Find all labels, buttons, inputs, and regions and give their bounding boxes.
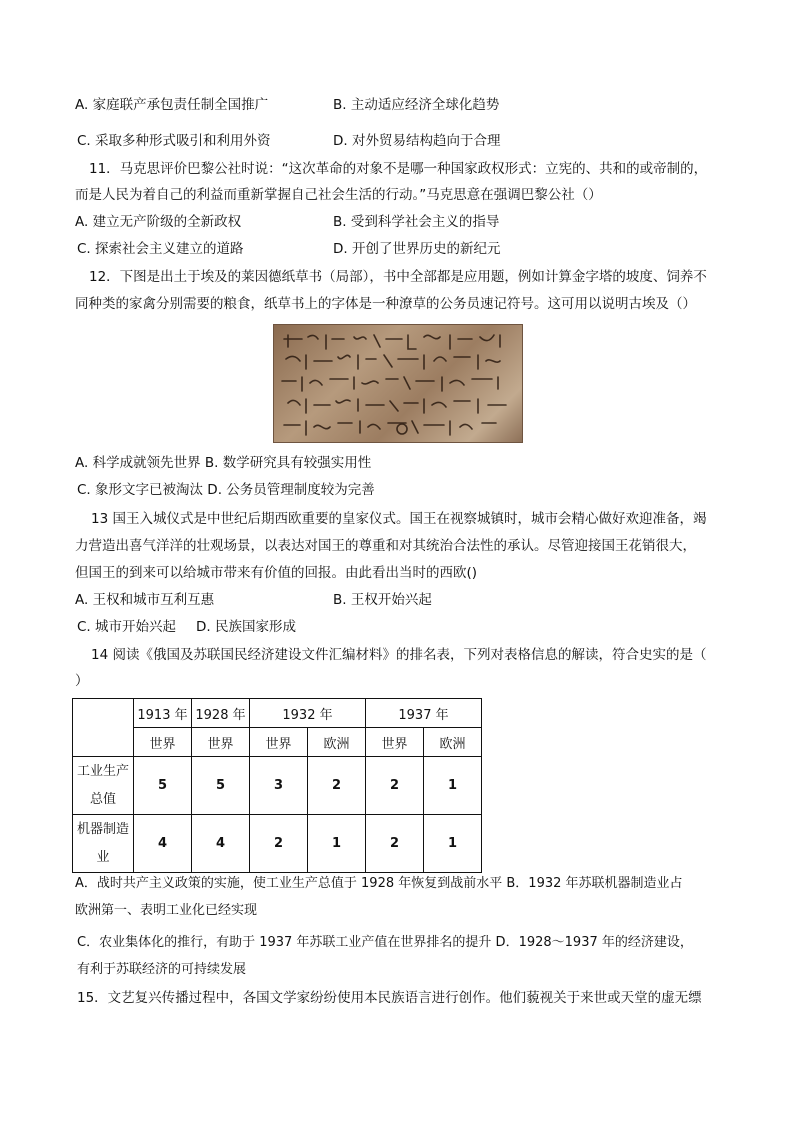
q13-option-a: A. 王权和城市互利互惠 — [75, 592, 215, 608]
q14-stem-line-1: 14 阅读《俄国及苏联国民经济建设文件汇编材料》的排名表，下列对表格信息的解读，符合史实的是（ — [91, 647, 707, 663]
rank-cell: 2 — [308, 757, 366, 815]
q14-options-ab: A．战时共产主义政策的实施，使工业生产总值于 1928 年恢复到战前水平 B．1932 年苏联机器制造业占 — [75, 876, 683, 891]
q10-option-a: A. 家庭联产承包责任制全国推广 — [75, 97, 269, 113]
q11-option-a: A. 建立无产阶级的全新政权 — [75, 214, 242, 230]
rank-cell: 4 — [134, 815, 192, 873]
scope-header: 欧洲 — [308, 728, 366, 757]
row-label — [73, 815, 134, 873]
year-header: 1932 年 — [250, 699, 366, 728]
rank-cell: 1 — [424, 815, 482, 873]
q11-stem-line-2: 而是人民为着自己的利益而重新掌握自己社会生活的行动。”马克思意在强调巴黎公社（） — [75, 187, 602, 203]
q10-option-d: D. 对外贸易结构趋向于合理 — [333, 133, 501, 149]
q13-stem-line-3: 但国王的到来可以给城市带来有价值的回报。由此看出当时的西欧() — [75, 565, 478, 581]
q11-option-b: B. 受到科学社会主义的指导 — [333, 214, 500, 230]
q10-option-b: B. 主动适应经济全球化趋势 — [333, 97, 500, 113]
row-label-line: 业 — [96, 849, 110, 865]
soviet-ranking-table — [72, 698, 482, 873]
q12-stem-line-2: 同种类的家禽分别需要的粮食，纸草书上的字体是一种潦草的公务员速记符号。这可用以说明古埃及（） — [75, 296, 696, 312]
q13-option-b: B. 王权开始兴起 — [333, 592, 432, 608]
rank-cell: 1 — [308, 815, 366, 873]
rank-cell: 4 — [192, 815, 250, 873]
q13-option-c: C. 城市开始兴起 — [77, 619, 177, 635]
rank-cell: 5 — [192, 757, 250, 815]
row-label-line: 工业生产 — [76, 763, 129, 779]
table-row — [73, 757, 482, 815]
scope-header: 世界 — [366, 728, 424, 757]
q14-stem-line-2: ） — [75, 673, 89, 689]
table-row — [73, 815, 482, 873]
year-header: 1913 年 — [134, 699, 192, 728]
q12-options-ab: A. 科学成就领先世界 B. 数学研究具有较强实用性 — [75, 455, 372, 471]
rank-cell: 3 — [250, 757, 308, 815]
year-header: 1937 年 — [366, 699, 482, 728]
q13-stem-line-1: 13 国王入城仪式是中世纪后期西欧重要的皇家仪式。国王在视察城镇时，城市会精心做好欢迎准备，竭 — [91, 511, 707, 527]
q12-options-cd: C. 象形文字已被淘汰 D. 公务员管理制度较为完善 — [77, 482, 375, 498]
row-label-line: 总值 — [89, 791, 116, 807]
rank-cell: 2 — [366, 815, 424, 873]
scope-header: 世界 — [250, 728, 308, 757]
q12-stem-line-1: 12．下图是出土于埃及的莱因德纸草书（局部），书中全部都是应用题，例如计算金字塔的坡度、饲养不 — [89, 269, 707, 285]
row-label-line: 机器制造 — [76, 821, 129, 837]
papyrus-script-marks — [274, 325, 522, 442]
rhind-papyrus-image — [273, 324, 523, 443]
row-label — [73, 757, 134, 815]
q15-stem-line-1: 15．文艺复兴传播过程中，各国文学家纷纷使用本民族语言进行创作。他们藐视关于来世或天堂的虚无缥 — [77, 990, 702, 1006]
rank-cell: 5 — [134, 757, 192, 815]
q11-option-c: C. 探索社会主义建立的道路 — [77, 241, 244, 257]
scope-header: 欧洲 — [424, 728, 482, 757]
scope-header: 世界 — [192, 728, 250, 757]
rank-cell: 1 — [424, 757, 482, 815]
q14-options-cd: C．农业集体化的推行，有助于 1937 年苏联工业产值在世界排名的提升 D．1928～1937 年的经济建设， — [77, 935, 693, 950]
q11-option-d: D. 开创了世界历史的新纪元 — [333, 241, 501, 257]
q11-stem-line-1: 11．马克思评价巴黎公社时说：“这次革命的对象不是哪一种国家政权形式：立宪的、共和的或帝制的， — [89, 161, 708, 177]
q10-option-c: C. 采取多种形式吸引和利用外资 — [77, 133, 271, 149]
q14-option-d-continued: 有利于苏联经济的可持续发展 — [77, 962, 247, 977]
scope-header: 世界 — [134, 728, 192, 757]
table-corner-cell — [73, 699, 134, 757]
rank-cell: 2 — [250, 815, 308, 873]
q13-option-d: D. 民族国家形成 — [196, 619, 296, 635]
year-header: 1928 年 — [192, 699, 250, 728]
q14-option-b-continued: 欧洲第一、表明工业化已经实现 — [75, 903, 258, 918]
rank-cell: 2 — [366, 757, 424, 815]
q13-stem-line-2: 力营造出喜气洋洋的壮观场景，以表达对国王的尊重和对其统治合法性的承认。尽管迎接国王花销很大， — [75, 538, 696, 554]
